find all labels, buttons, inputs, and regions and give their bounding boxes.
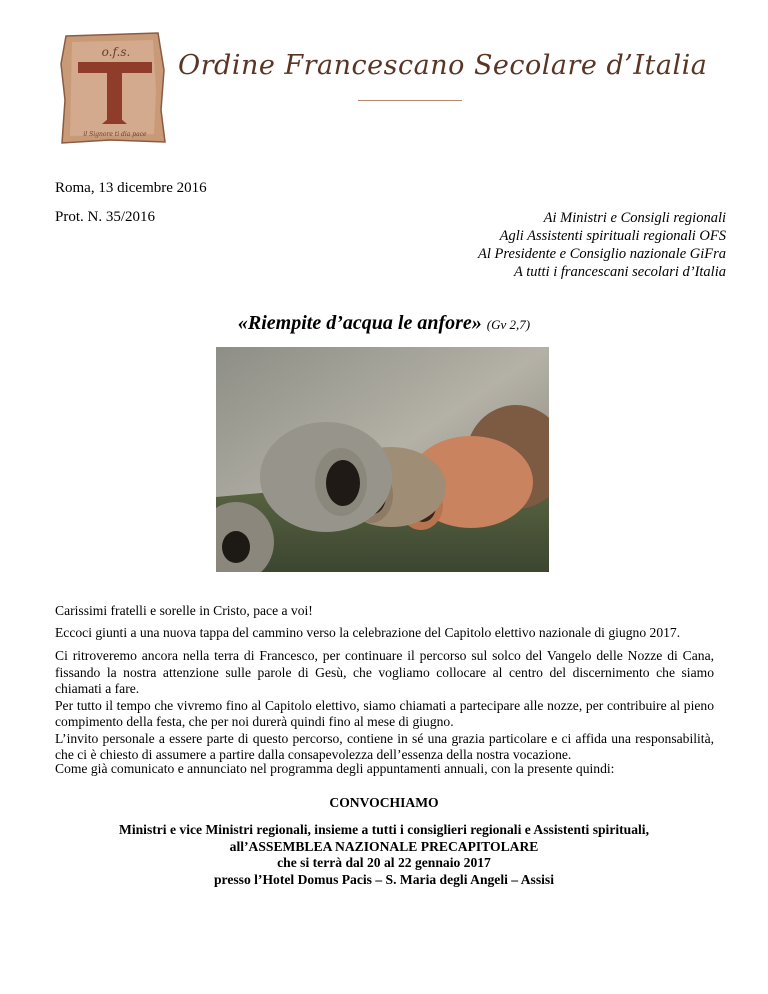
logo-text: o.f.s. [101,45,131,59]
convocation-heading: CONVOCHIAMO [329,795,439,810]
recipient-line: Agli Assistenti spirituali regionali OFS [499,228,726,244]
announcement-paragraph: Come già comunicato e annunciato nel programma degli appuntamenti annuali, con la presente quindi: [55,761,615,776]
recipient-line: Al Presidente e Consiglio nazionale GiFra [478,246,726,262]
convocation-details [0,822,768,888]
amphorae-photo [216,347,549,572]
intro-paragraph: Eccoci giunti a una nuova tappa del cammino verso la celebrazione del Capitolo elettivo nazionale di giugno 2017. [55,625,681,640]
recipient-line: Ai Ministri e Consigli regionali [543,210,726,226]
quote-reference: (Gv 2,7) [486,317,531,332]
recipients-block [478,209,726,281]
organization-title: Ordine Francescano Secolare d’Italia [178,50,708,81]
convocation-line: Ministri e vice Ministri regionali, insieme a tutti i consiglieri regionali e Assistenti spirituali, [119,822,649,837]
header-divider [358,100,462,101]
paragraph-section: Per tutto il tempo che vivremo fino al Capitolo elettivo, siamo chiamati a partecipare alle nozze, per contribuire al pieno compimento della festa, che per noi durerà quindi fino al mese di giugno. [55,697,714,729]
paragraph-section: Ci ritroveremo ancora nella terra di Francesco, per continuare il percorso sul solco del Vangelo delle Nozze di Cana, fissando la nostra attenzione sulle parole di Gesù, che vogliamo collocare al centro del discernimento che siamo chiamati a fare. [55,648,714,696]
scripture-quote [0,312,768,335]
recipient-line: A tutti i francescani secolari d’Italia [514,264,726,280]
convocation-line: presso l’Hotel Domus Pacis – S. Maria degli Angeli – Assisi [214,871,554,887]
greeting-paragraph: Carissimi fratelli e sorelle in Cristo, pace a voi! [55,603,313,618]
logo-motto: il Signore ti dia pace [83,131,147,138]
letter-date: Roma, 13 dicembre 2016 [55,180,207,196]
protocol-number: Prot. N. 35/2016 [55,209,156,225]
main-paragraph [55,648,714,764]
quote-text: «Riempite d’acqua le anfore» [237,312,482,334]
ofs-logo [58,30,168,146]
convocation-line: all’ASSEMBLEA NAZIONALE PRECAPITOLARE [229,838,539,854]
paragraph-section: L’invito personale a essere parte di questo percorso, contiene in sé una grazia particolare e ci affida una responsabilità, che ci è chiesto di assumere a partire dalla consapevolezza dell’essenza della nostra vocazione. [55,730,714,762]
convocation-line: che si terrà dal 20 al 22 gennaio 2017 [277,855,491,870]
